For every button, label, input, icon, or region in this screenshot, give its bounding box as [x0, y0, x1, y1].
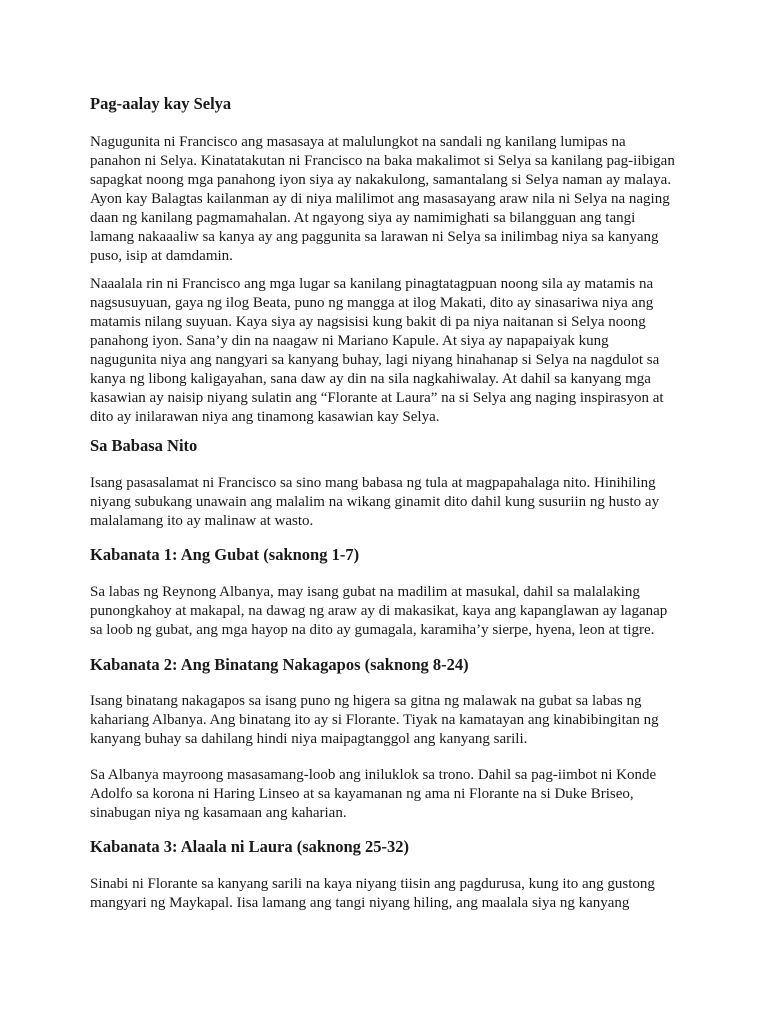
section-heading-kabanata-3: Kabanata 3: Alaala ni Laura (saknong 25-32): [90, 837, 410, 856]
section-heading-pag-aalay: Pag-aalay kay Selya: [90, 94, 232, 113]
paragraph-kabanata-3: Sinabi ni Florante sa kanyang sarili na kaya niyang tiisin ang pagdurusa, kung ito ang gustong mangyari ng Maykapal. Iisa lamang ang tangi niyang hiling, ang maalala siya ng kanyang: [90, 876, 655, 911]
paragraph-pag-aalay-1: Nagugunita ni Francisco ang masasaya at malulungkot na sandali ng kanilang lumipas na panahon ni Selya. Kinatatakutan ni Francisco na baka makalimot si Selya sa kanilang pag-iibigan sapagkat noong mga panahong iyon siya ay nakakulong, samantalang si Selya naman ay malaya. Ayon kay Balagtas kailanman ay di niya malilimot ang masasayang araw nila ni Selya na naging daan ng kanilang pagmamahalan. At ngayong siya ay namimighati sa bilangguan ang tangi lamang nakaaaliw sa kanya ay ang paggunita sa larawan ni Selya sa inilimbag niya sa kanyang puso, isip at damdamin.: [90, 134, 675, 264]
paragraph-sa-babasa-nito: Isang pasasalamat ni Francisco sa sino mang babasa ng tula at magpapahalaga nito. Hinihiling niyang subukang unawain ang malalim na wikang ginamit dito dahil kung susuriin ng husto ay malalamang ito ay malinaw at wasto.: [90, 475, 660, 529]
section-heading-kabanata-1: Kabanata 1: Ang Gubat (saknong 1-7): [90, 545, 360, 564]
section-heading-kabanata-2: Kabanata 2: Ang Binatang Nakagapos (saknong 8-24): [90, 655, 469, 674]
paragraph-pag-aalay-2: Naaalala rin ni Francisco ang mga lugar sa kanilang pinagtatagpuan noong sila ay matamis na nagsusuyuan, gaya ng ilog Beata, puno ng mangga at ilog Makati, dito ay sinasariwa niya ang matamis nilang suyuan. Kaya siya ay nagsisisi kung bakit di pa niya naitanan si Selya noong panahong iyon. Sana’y din na naagaw ni Mariano Kapule. At siya ay napapaiyak kung nagugunita niya ang nangyari sa kanyang buhay, lagi niyang hinahanap si Selya na nagdulot sa kanya ng libong kaligayahan, sana daw ay din na sila nagkahiwalay. At dahil sa kanyang mga kasawian ay naisip niyang sulatin ang “Florante at Laura” na si Selya ang naging inspirasyon at dito ay inilarawan niya ang tinamong kasawian kay Selya.: [90, 276, 664, 425]
section-heading-sa-babasa-nito: Sa Babasa Nito: [90, 436, 198, 455]
paragraph-kabanata-2-1: Isang binatang nakagapos sa isang puno ng higera sa gitna ng malawak na gubat sa labas ng kahariang Albanya. Ang binatang ito ay si Florante. Tiyak na kamatayan ang kinabibingitan ng kanyang buhay sa dahilang hindi niya maipagtanggol ang kanyang sarili.: [90, 693, 659, 747]
paragraph-kabanata-1: Sa labas ng Reynong Albanya, may isang gubat na madilim at masukal, dahil sa malalaking punongkahoy at makapal, na dawag ng araw ay di makasikat, kaya ang kapanglawan ay laganap sa loob ng gubat, ang mga hayop na dito ay gumagala, karamiha’y sierpe, hyena, leon at tigre.: [90, 584, 668, 638]
paragraph-kabanata-2-2: Sa Albanya mayroong masasamang-loob ang iniluklok sa trono. Dahil sa pag-iimbot ni Konde Adolfo sa korona ni Haring Linseo at sa kayamanan ng ama ni Florante na si Duke Briseo, sinabugan niya ng kasamaan ang kaharian.: [90, 767, 657, 821]
